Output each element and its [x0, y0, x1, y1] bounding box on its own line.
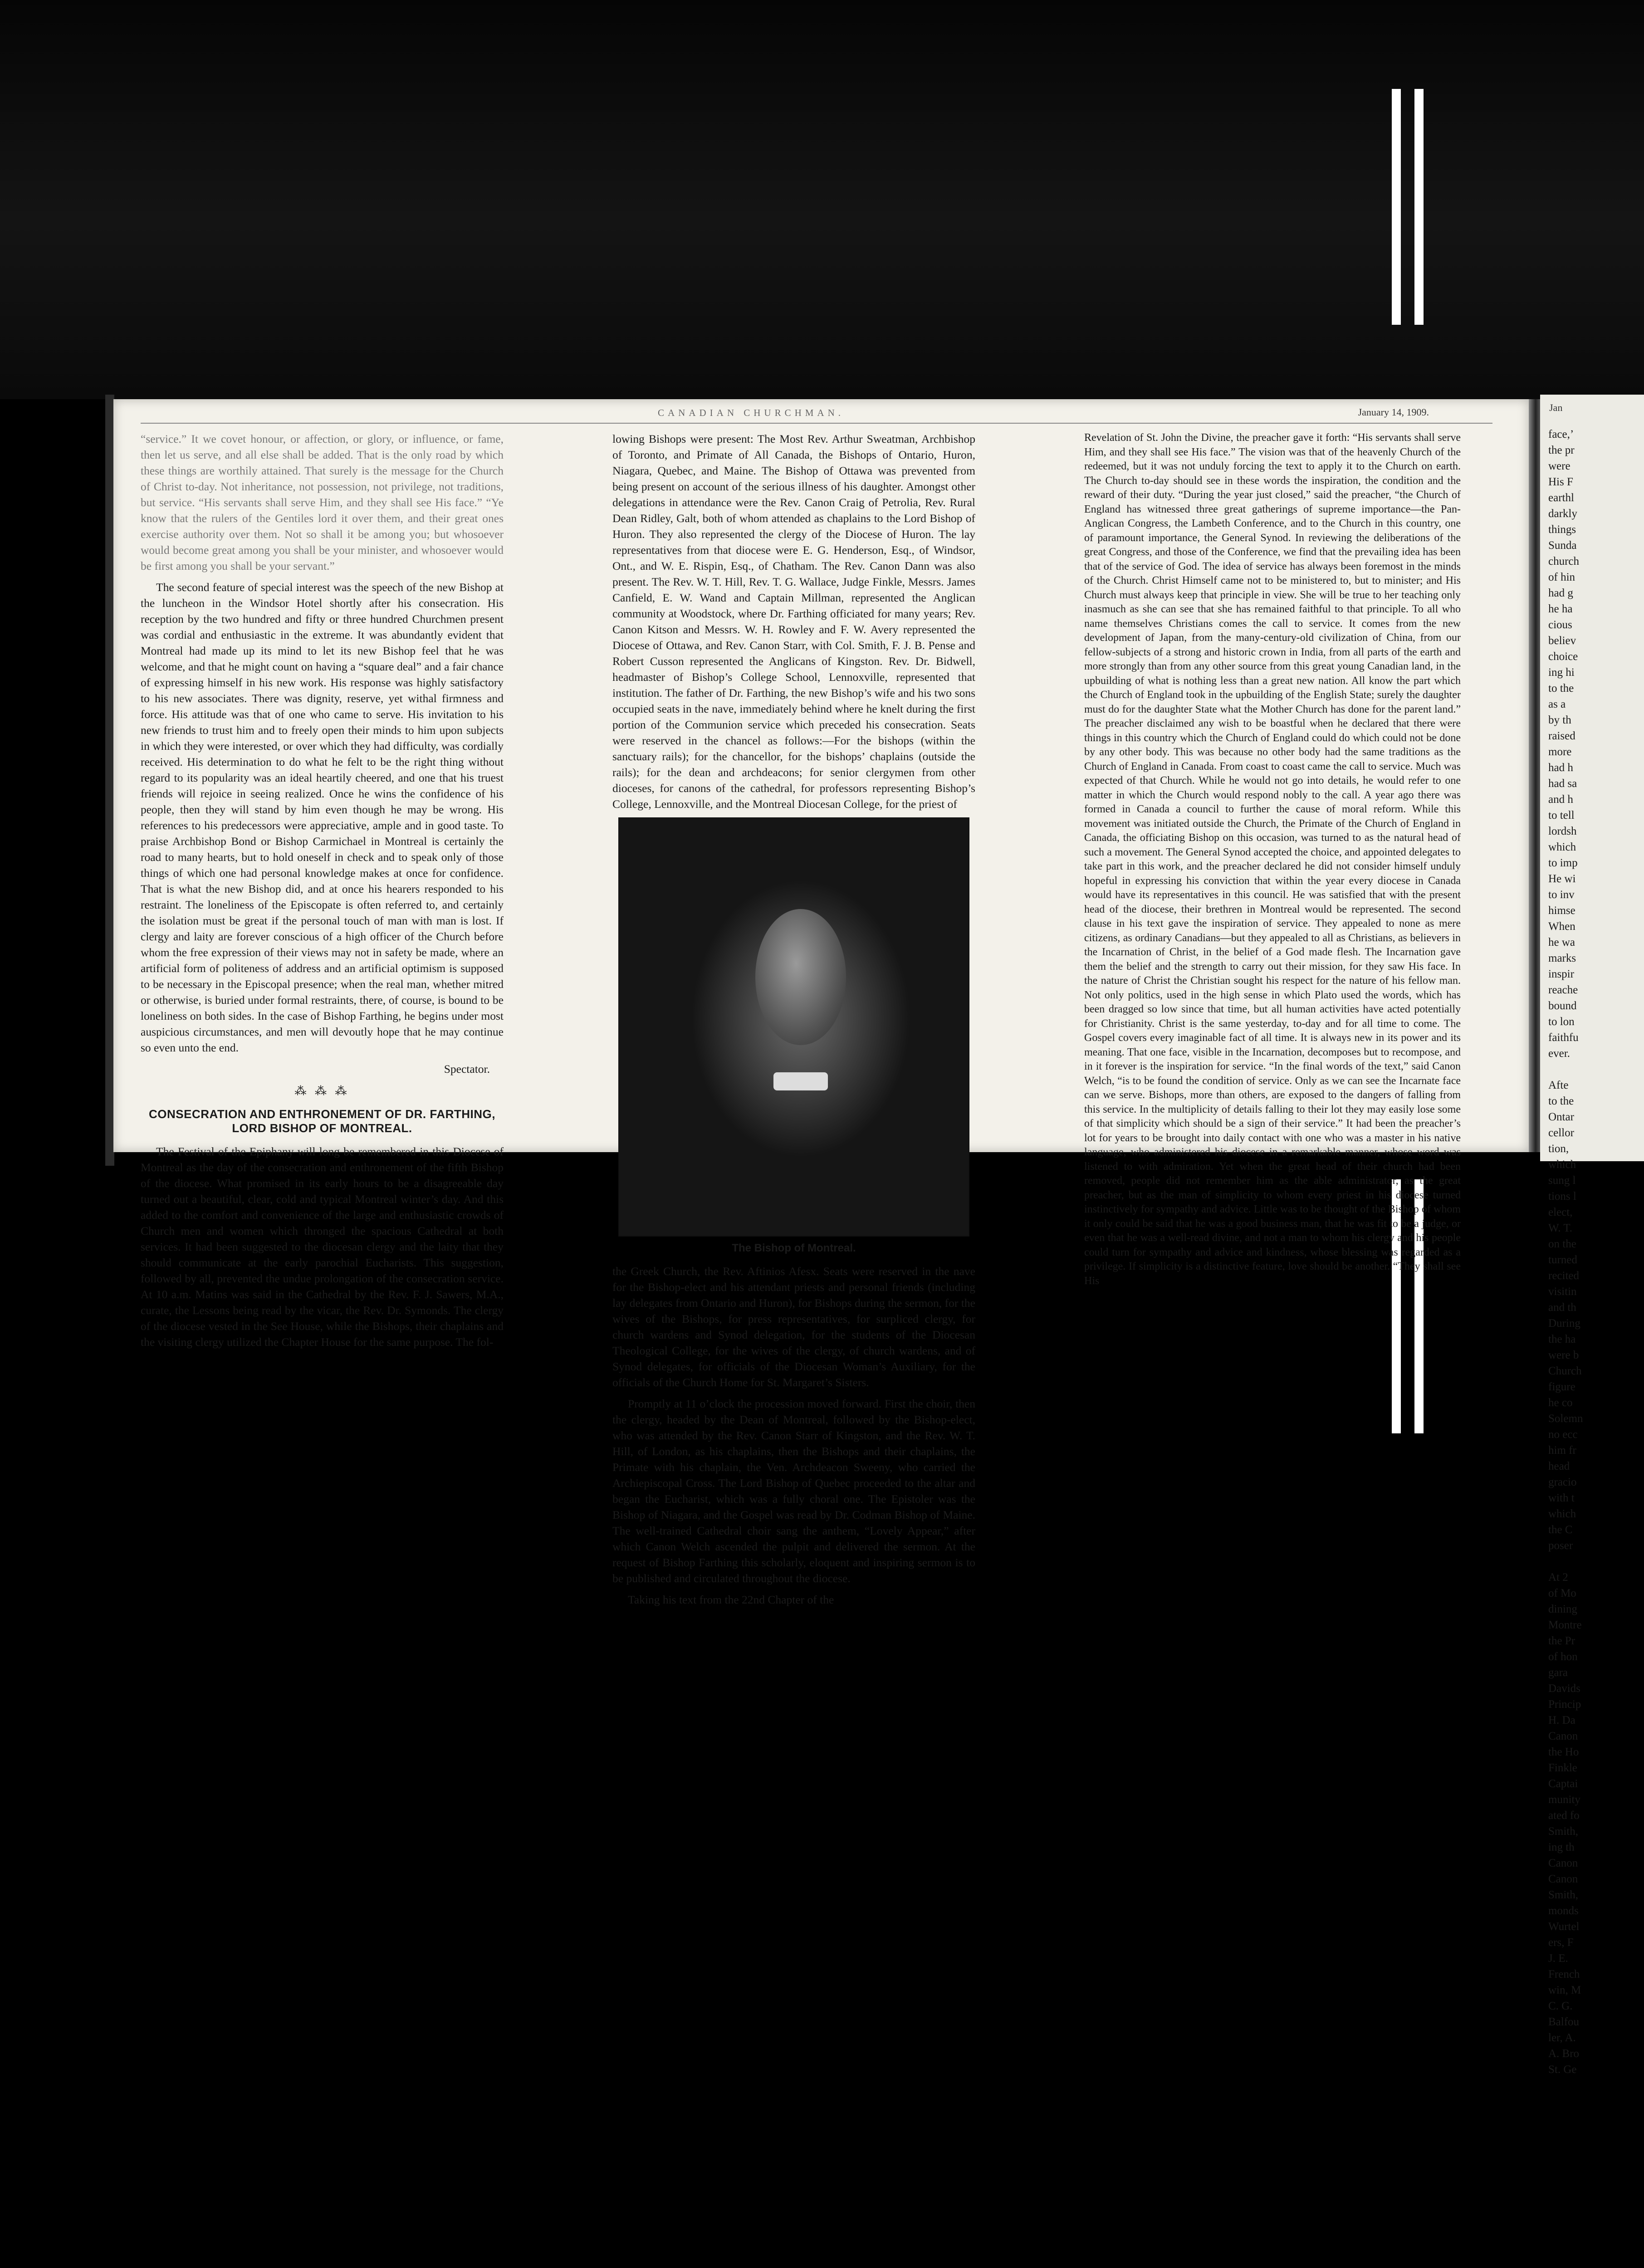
next-page-line-fragment: visitin — [1548, 1286, 1577, 1298]
paragraph: Revelation of St. John the Divine, the preacher gave it forth: “His servants shall serve Him, and they shall see His face.” The vision was that of the heavenly Church of the redeemed, but it was not unduly forcing the text to apply it to the Church on earth. The Church to-day should see in these words the inspiration, the condition and the reward of their duty. “During the year just closed,” said the preacher, “the Church of England has witnessed three great gatherings of supreme importance—the Pan-Anglican Congress, the Lambeth Conference, and to the Church in this country, one of paramount importance, the General Synod. In reviewing the deliberations of the great Congress, and those of the Conference, we find that the prevailing idea has been that of the service of God. The idea of service has always been foremost in the minds of the Church. Christ Himself came not to be ministered to, but to minister; and His Church must always keep that principle in view. She will be true to her teaching only inasmuch as she can see that she has remained faithful to that principle. To all who name themselves Christians comes the call to service. It comes from the new development of Japan, from the many-century-old civilization of China, from our fellow-subjects of a strong and historic crown in India, from all parts of the earth and more strongly than from any other source from this great young Canadian land, in the upbuilding of what is nothing less than a great new nation. All know the part which the Church of England took in the upbuilding of the English State; surely the daughter must do for the daughter State what the Mother Church has done for the parent land.” The preacher disclaimed any wish to be boastful when he declared that there were things in this country which the Church of England could do which could not be done by any other body. This was because no other body had the same traditions as the Church of England in Canada. From coast to coast came the call to service. Much was expected of that Church. While he would not go into details, he would refer to one matter in which the Church would respond nobly to the call. A year ago there was formed in Canada a council to further the cause of moral reform. While this movement was initiated outside the Church, the Primate of the Church of England in Canada, the officiating Bishop on this occasion, was turned to as the natural head of such a movement. The General Synod accepted the choice, and appointed delegates to take part in this work, and the preacher declared he did not consider himself unduly hopeful in expressing his conviction that within the year every diocese in Canada would have its representatives in this council. He was satisfied that with the present head of the diocese, their brethren in Montreal would be represented. The second clause in his text gave the inspiration of service. They appealed to none as mere citizens, as ordinary Canadians—but they appealed to all as Christians, as believers in the Incarnation of Christ, in the belief of a God made flesh. The Incarnation gave them the belief and the strength to carry out their mission, for they saw His face. In the nature of Christ the Christian sought his respect for the nature of his fellow man. Not only politics, used in the high sense in which Plato used the words, which has been dragged so low since that time, but all human activities have acted potentially for Christianity. Christ is the same yesterday, to-day and for all time to come. The Gospel covers every imaginable fact of all time. It is always new in its power and its meaning. That one face, visible in the Incarnation, decomposes but to recompose, and in it forever is the inspiration for service. “In the final words of the text,” said Canon Welch, “is to be found the condition of service. Only as we can see the Incarnate face can we serve. Bishops, more than others, are exposed to the dangers of falling from this service. In the multiplicity of details falling to their lot they may easily lose some of that simplicity which should be a sign of their service.” It had been the preacher’s lot for years to be brought into daily contact with one who was a master in his native language, who administered his diocese in a remarkable manner, whose word was listened to with admiration. Yet when the great head of their church had been removed, people did not remember him as the able administrator, as the great preacher, but as the man of simplicity to whom every priest in his diocese turned instinctively for sympathy and advice. Little was to be thought of the Bishop of whom it only could be said that he was a good business man, that he was fit to be a judge, or even that he was a well-read divine, and not a man to whom his clergy and his people could turn for sympathy and advice and kindness, whose blessing was regarded as a privilege. If simplicity is a distinctive feature, love should be another. “They shall see His — [1084, 432, 1461, 1287]
column-3 — [1084, 431, 1461, 1294]
next-page-line-fragment: cious — [1548, 619, 1572, 631]
next-page-line-fragment: as a — [1548, 698, 1566, 710]
photo-caption: The Bishop of Montreal. — [732, 1242, 856, 1254]
page-date: January 14, 1909. — [1358, 406, 1429, 418]
next-page-line-fragment: ler, A. — [1548, 2032, 1576, 2044]
next-page-head: Jan — [1549, 402, 1563, 413]
next-page-line-fragment: more — [1548, 746, 1572, 758]
next-page-line-fragment: which — [1548, 1508, 1576, 1520]
next-page-line-fragment: turned — [1548, 1254, 1577, 1266]
next-page-line-fragment: W. T. — [1548, 1222, 1573, 1234]
next-page-line-fragment: he wa — [1548, 936, 1575, 948]
next-page-line-fragment: he co — [1548, 1397, 1573, 1409]
next-page-line-fragment: no ecc — [1548, 1428, 1578, 1441]
next-page-line-fragment: by th — [1548, 714, 1571, 726]
next-page-line-fragment: munity — [1548, 1794, 1580, 1806]
next-page-line-fragment: A. Bro — [1548, 2048, 1580, 2060]
next-page-line-fragment: the ha — [1548, 1333, 1576, 1345]
next-page-line-fragment: Smith, — [1548, 1825, 1578, 1838]
next-page-line-fragment: face,’ — [1548, 428, 1574, 440]
next-page-line-fragment: ing hi — [1548, 666, 1575, 679]
header-rule — [141, 423, 1492, 424]
next-page-line-fragment: tions l — [1548, 1190, 1576, 1202]
next-page-line-fragment: Wurtel — [1548, 1921, 1580, 1933]
next-page-line-fragment: choice — [1548, 650, 1578, 663]
next-page-line-fragment: ing th — [1548, 1841, 1575, 1853]
next-page-line-fragment: believ — [1548, 635, 1576, 647]
next-page-line-fragment: Ontar — [1548, 1111, 1574, 1123]
next-page-line-fragment: head — [1548, 1460, 1570, 1472]
next-page-line-fragment: French — [1548, 1968, 1580, 1980]
paragraph: lowing Bishops were present: The Most Rev. Arthur Sweatman, Archbishop of Toronto, and Primate of All Canada, the Bishops of Ontario, Huron, Niagara, Quebec, and Maine. The Bishop of Ottawa was prevented from being present on account of the serious illness of his daughter. Amongst other delegations in attendance were the Rev. Canon Craig of Petrolia, Rev. Rural Dean Ridley, Galt, both of whom attended as chaplains to the Lord Bishop of Huron. They also represented the clergy of the Diocese of Huron. The lay representatives from that diocese were E. G. Henderson, Esq., of Windsor, Ont., and W. E. Rispin, Esq., of Chatham. The Rev. Canon Dann was also present. The Rev. W. T. Hill, Rev. T. G. Wallace, Judge Finkle, Messrs. James Canfield, E. W. Wand and Captain Millman, represented the Anglican community at Woodstock, where Dr. Farthing officiated for many years; Rev. Canon Kitson and Messrs. W. H. Rowley and F. W. Avery represented the Diocese of Ottawa, and Rev. Canon Starr, with Col. Smith, F. J. B. Pense and Robert Cusson represented the Anglicans of Kingston. Rev. Dr. Bidwell, headmaster of Bishop’s College School, Lennoxville, represented that institution. The father of Dr. Farthing, the new Bishop’s wife and his two sons occupied seats in the nave, immediately behind where he knelt during the first portion of the Communion service which preceded his consecration. Seats were reserved in the chancel as follows:—For the bishops (within the sanctuary rails); for the chancellor, for the bishops’ chaplains (outside the rails); for the dean and archdeacons; for senior clergymen from other dioceses, for canons of the cathedral, for professors representing Bishop’s College, Lennoxville, and the Montreal Diocesan College, for the priest of — [612, 432, 975, 811]
column-1 — [141, 431, 504, 1355]
next-page-line-fragment: Smith, — [1548, 1889, 1578, 1901]
next-page-line-fragment: During — [1548, 1317, 1580, 1330]
next-page-line-fragment: lordsh — [1548, 825, 1577, 837]
next-page-line-fragment: things — [1548, 523, 1576, 536]
paragraph: The second feature of special interest was the speech of the new Bishop at the luncheon in the Windsor Hotel shortly after his consecration. His reception by the two hundred and fifty or three hundred Churchmen present was cordial and enthusiastic in the extreme. It was abundantly evident that Montreal had made up its mind to let its new Bishop feel that he was welcome, and that he might count on having a “square deal” and a fair chance of expressing himself in his new work. His response was highly satisfactory to his new associates. There was dignity, reserve, yet withal firmness and force. His attitude was that of one who came to serve. His invitation to his new friends to trust him and to freely open their minds to him upon subjects in which they were interested, or over which they had difficulty, was cordially received. His determination to do what he felt to be the right thing without regard to its popularity was an ideal heartily cheered, and one that his truest friends will rejoice in seeing realized. Once he wins the confidence of his people, then they will stand by him even though he may be wrong. His references to his predecessors were appreciative, ample and in good taste. To praise Archbishop Bond or Bishop Carmichael in Montreal is certainly the road to many hearts, but to hold oneself in check and to speak only of those things of which one had personal knowledge makes at once for confidence. That is what the new Bishop did, and at once his hearers responded to his restraint. The loneliness of the Episcopate is often referred to, and certainly the isolation must be great if the personal touch of man with man is lost. If clergy and laity are forever conscious of a high officer of the Church before whom the free expression of their views may not in safety be made, where an artificial form of politeness of address and an artificial optimism is supposed to be necessary in the Episcopal presence; when the real man, whether mitred or otherwise, is buried under formal restraints, there, of course, is bound to be loneliness on both sides. In the case of Bishop Farthing, he begins under most auspicious circumstances, and men will devoutly hope that he may continue so even unto the end. — [141, 581, 504, 1054]
next-page-line-fragment: marks — [1548, 952, 1576, 964]
next-page-line-fragment: to the — [1548, 682, 1574, 694]
paragraph: Promptly at 11 o’clock the procession moved forward. First the choir, then the clergy, headed by the Dean of Montreal, followed by the Bishop-elect, who was attended by the Rev. Canon Starr of Kingston, and the Rev. W. T. Hill, of London, as his chaplains, then the Bishops and their chaplains, the Primate with his chaplain, the Ven. Archdeacon Sweeny, who carried the Archiepiscopal Cross. The Lord Bishop of Quebec proceeded to the altar and began the Eucharist, which was a fully choral one. The Epistoler was the Bishop of Niagara, and the Gospel was read by Dr. Codman Bishop of Maine. The well-trained Cathedral choir sang the anthem, “Lovely Appear,” after which Canon Welch ascended the pulpit and delivered the sermon. At the request of Bishop Farthing this scholarly, eloquent and inspiring sermon is to be published and circulated throughout the diocese. — [612, 1397, 975, 1585]
newspaper-page — [113, 399, 1529, 1606]
next-page-line-fragment: ever. — [1548, 1047, 1570, 1060]
next-page-line-fragment: had h — [1548, 762, 1573, 774]
paragraph: The Festival of the Epiphany will long be remembered in this Diocese of Montreal as the day of the consecration and enthronement of the fifth Bishop of the diocese. What promised in its early hours to be a disagreeable day turned out a beautiful, clear, cold and typical Montreal winter’s day. And this added to the comfort and convenience of the large and enthusiastic crowds of Church men and women which thronged the spacious Cathedral at both services. It had been suggested to the diocesan clergy and the laity that they should communicate at the early parochial Eucharists. This suggestion, followed by all, prevented the undue prolongation of the consecration service. At 10 a.m. Matins was said in the Cathedral by the Rev. F. J. Sawers, M.A., curate, the Lessons being read by the vicar, the Rev. Dr. Symonds. The clergy of the diocese vested in the See House, while the Bishops, their chaplains and the visiting clergy utilized the Chapter House for the same purpose. The fol- — [141, 1145, 504, 1349]
next-page-line-fragment: tion, — [1548, 1143, 1569, 1155]
next-page-line-fragment: C. G. — [1548, 2000, 1573, 2012]
portrait-collar — [773, 1072, 828, 1090]
next-page-line-fragment: with t — [1548, 1492, 1575, 1504]
next-page-line-fragment: Princip — [1548, 1698, 1581, 1711]
next-page-line-fragment: Captai — [1548, 1778, 1578, 1790]
film-mark-top-right — [1414, 89, 1424, 325]
next-page-line-fragment: earthl — [1548, 492, 1574, 504]
next-page-line-fragment: inspir — [1548, 968, 1574, 980]
next-page-line-fragment: recited — [1548, 1270, 1580, 1282]
next-page-line-fragment: ated fo — [1548, 1809, 1580, 1822]
next-page-line-fragment: to lon — [1548, 1016, 1575, 1028]
next-page-line-fragment: the pr — [1548, 444, 1575, 456]
next-page-line-fragment: win, M — [1548, 1984, 1581, 1996]
next-page-line-fragment: elect, — [1548, 1206, 1573, 1218]
next-page-line-fragment: and h — [1548, 793, 1573, 806]
next-page-line-fragment: J. E. — [1548, 1952, 1568, 1965]
next-page-line-fragment: St. Ge — [1548, 2063, 1577, 2076]
next-page-line-fragment: monds — [1548, 1905, 1579, 1917]
next-page-line-fragment: raised — [1548, 730, 1576, 742]
article-headline: CONSECRATION AND ENTHRONEMENT OF DR. FARTHING, LORD BISHOP OF MONTREAL. — [149, 1107, 495, 1135]
next-page-line-fragment: Canon — [1548, 1730, 1578, 1742]
next-page-line-fragment: himse — [1548, 904, 1576, 917]
next-page-line-fragment: Church — [1548, 1365, 1582, 1377]
next-page-line-fragment: bound — [1548, 1000, 1577, 1012]
next-page-line-fragment: faithfu — [1548, 1031, 1579, 1044]
page-edge — [105, 395, 114, 1166]
next-page-line-fragment — [1548, 1061, 1639, 1077]
running-head: CANADIAN CHURCHMAN. — [658, 407, 845, 418]
next-page-line-fragment: to imp — [1548, 857, 1578, 869]
next-page-line-fragment — [1548, 1554, 1639, 1569]
next-page-line-fragment: the Pr — [1548, 1635, 1576, 1647]
next-page-line-fragment: to the — [1548, 1095, 1574, 1107]
next-page-line-fragment: were — [1548, 460, 1571, 472]
next-page-line-fragment: the C — [1548, 1524, 1573, 1536]
next-page-column — [1548, 426, 1639, 2077]
next-page-line-fragment: poser — [1548, 1540, 1573, 1552]
next-page-line-fragment: him fr — [1548, 1444, 1576, 1457]
next-page-line-fragment: Finkle — [1548, 1762, 1577, 1774]
next-page-line-fragment: He wi — [1548, 873, 1576, 885]
signature: Spectator. — [444, 1062, 490, 1075]
next-page-line-fragment: were b — [1548, 1349, 1579, 1361]
next-page-line-fragment: Canon — [1548, 1857, 1578, 1869]
film-mark-top-left — [1392, 89, 1401, 325]
next-page-line-fragment: gara — [1548, 1667, 1568, 1679]
next-page-line-fragment: H. Da — [1548, 1714, 1576, 1726]
next-page-line-fragment: Canon — [1548, 1873, 1578, 1885]
next-page-line-fragment: Sunda — [1548, 539, 1577, 552]
page-gutter — [1529, 399, 1540, 1152]
next-page-line-fragment: to tell — [1548, 809, 1575, 821]
next-page-line-fragment: Balfou — [1548, 2016, 1580, 2028]
next-page-line-fragment: cellor — [1548, 1127, 1574, 1139]
next-page-line-fragment: sung l — [1548, 1174, 1576, 1187]
next-page-line-fragment: the Ho — [1548, 1746, 1579, 1758]
next-page-line-fragment: dining — [1548, 1603, 1577, 1615]
portrait-face — [755, 909, 846, 1045]
next-page-line-fragment: At 2 — [1548, 1571, 1568, 1584]
next-page-line-fragment: had g — [1548, 587, 1573, 599]
paragraph: the Greek Church, the Rev. Aftinios Afesx. Seats were reserved in the nave for the Bishop-elect and his attendant priests and personal friends (including lay delegates from Ontario and Huron), for Bishops during the sermon, for the wives of the Bishops, for press representatives, for surpliced clergy, for church wardens and Synod delegation, for the students of the Diocesan Theological College, for the wives of the clergy, of church wardens, and of Synod delegates, for officials of the Diocesan Woman’s Auxiliary, for the officials of the Church Home for St. Margaret’s Sisters. — [612, 1265, 975, 1389]
next-page-line-fragment: darkly — [1548, 508, 1577, 520]
next-page-line-fragment: Davids — [1548, 1682, 1580, 1695]
next-page-line-fragment: had sa — [1548, 777, 1577, 790]
next-page-edge — [1540, 395, 1644, 2076]
next-page-line-fragment: When — [1548, 920, 1576, 933]
paragraph: “service.” It we covet honour, or affection, or glory, or influence, or fame, then let us serve, and all else shall be added. That is the only road by which these things are worthily attained. That surely is the message for the Church of Christ to-day. Not inheritance, not possession, not privilege, not traditions, but service. “His servants shall serve Him, and they shall see His face.” “Ye know that the rulers of the Gentiles lord it over them, and their great ones exercise authority over them. Not so shall it be among you; but whosoever would become great among you shall be your minister, and whosoever would be first among you shall be your servant.” — [141, 432, 504, 572]
next-page-line-fragment: of hon — [1548, 1651, 1578, 1663]
column-2 — [612, 431, 975, 1613]
next-page-line-fragment: on the — [1548, 1238, 1576, 1250]
next-page-line-fragment: reache — [1548, 984, 1578, 996]
next-page-line-fragment: Solemn — [1548, 1413, 1583, 1425]
next-page-line-fragment: which — [1548, 841, 1576, 853]
next-page-line-fragment: ers, F — [1548, 1936, 1574, 1949]
next-page-line-fragment: church — [1548, 555, 1580, 567]
next-page-line-fragment: His F — [1548, 476, 1573, 488]
next-page-line-fragment: of Mo — [1548, 1587, 1576, 1599]
section-ornament: ⁂ ⁂ ⁂ — [294, 1085, 350, 1098]
next-page-line-fragment: and th — [1548, 1301, 1576, 1314]
paragraph: Taking his text from the 22nd Chapter of the — [628, 1593, 834, 1606]
next-page-line-fragment: figure — [1548, 1381, 1576, 1393]
next-page-line-fragment: gracio — [1548, 1476, 1577, 1488]
bishop-portrait-photo — [618, 817, 969, 1237]
next-page-line-fragment: Afte — [1548, 1079, 1569, 1091]
next-page-line-fragment: of hin — [1548, 571, 1576, 583]
next-page-line-fragment: he ha — [1548, 603, 1573, 615]
next-page-line-fragment: which — [1548, 1158, 1576, 1171]
next-page-line-fragment: to inv — [1548, 889, 1575, 901]
next-page-line-fragment: Montre — [1548, 1619, 1582, 1631]
